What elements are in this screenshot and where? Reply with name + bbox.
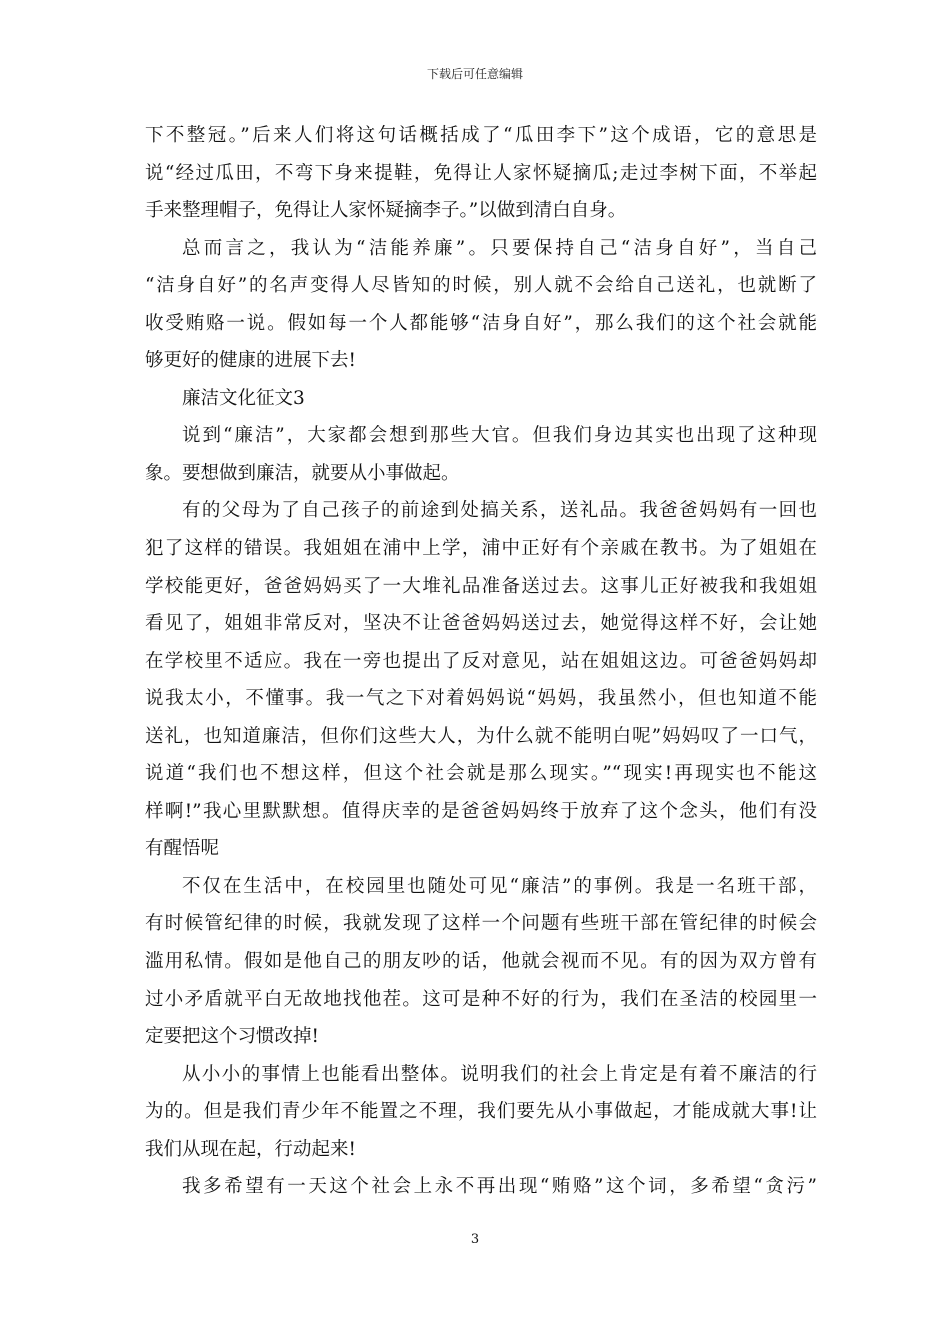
- text-line: 手来整理帽子，免得让人家怀疑摘李子。”以做到清白自身。: [145, 200, 627, 222]
- paragraph-first-line: 说到“廉洁”，大家都会想到那些大官。但我们身边其实也出现了这种现: [182, 425, 817, 447]
- page-header: 下载后可任意编辑: [426, 67, 523, 81]
- text-line: 看见了，姐姐非常反对，坚决不让爸爸妈妈送过去，她觉得这样不好，会让她: [145, 613, 817, 635]
- text-line: 有醒悟呢: [145, 838, 220, 860]
- text-line: 过小矛盾就平白无故地找他茬。这可是种不好的行为，我们在圣洁的校园里一: [145, 988, 817, 1010]
- paragraph-first-line: 总而言之，我认为“洁能养廉”。只要保持自己“洁身自好”，当自己: [182, 237, 817, 259]
- text-line: 学校能更好，爸爸妈妈买了一大堆礼品准备送过去。这事儿正好被我和我姐姐: [145, 575, 817, 597]
- page-number: 3: [470, 1232, 480, 1247]
- text-line: 犯了这样的错误。我姐姐在浦中上学，浦中正好有个亲戚在教书。为了姐姐在: [145, 538, 817, 560]
- text-line: 滥用私情。假如是他自己的朋友吵的话，他就会视而不见。有的因为双方曾有: [145, 951, 817, 973]
- paragraph-first-line: 我多希望有一天这个社会上永不再出现“贿赂”这个词，多希望“贪污”: [182, 1176, 817, 1198]
- text-line: 说“经过瓜田，不弯下身来提鞋，免得让人家怀疑摘瓜;走过李树下面，不举起: [145, 162, 817, 184]
- paragraph-first-line: 从小小的事情上也能看出整体。说明我们的社会上肯定是有着不廉洁的行: [182, 1063, 817, 1085]
- text-line: 有时候管纪律的时候，我就发现了这样一个问题有些班干部在管纪律的时候会: [145, 913, 817, 935]
- text-line: 收受贿赂一说。假如每一个人都能够“洁身自好”，那么我们的这个社会就能: [145, 312, 817, 334]
- paragraph-first-line: 有的父母为了自己孩子的前途到处搞关系，送礼品。我爸爸妈妈有一回也: [182, 500, 817, 522]
- section-title: 廉洁文化征文3: [182, 387, 305, 409]
- text-line: 说我太小，不懂事。我一气之下对着妈妈说“妈妈，我虽然小，但也知道不能: [145, 688, 817, 710]
- text-line: 说道“我们也不想这样，但这个社会就是那么现实。”“现实!再现实也不能这: [145, 763, 817, 785]
- text-line: 送礼，也知道廉洁，但你们这些大人，为什么就不能明白呢”妈妈叹了一口气，: [145, 725, 817, 747]
- text-line: “洁身自好”的名声变得人尽皆知的时候，别人就不会给自己送礼，也就断了: [145, 275, 817, 297]
- text-line: 为的。但是我们青少年不能置之不理，我们要先从小事做起，才能成就大事!让: [145, 1101, 817, 1123]
- paragraph-first-line: 不仅在生活中，在校园里也随处可见“廉洁”的事例。我是一名班干部，: [182, 875, 817, 897]
- text-line: 象。要想做到廉洁，就要从小事做起。: [145, 462, 460, 484]
- text-line: 下不整冠。”后来人们将这句话概括成了“瓜田李下”这个成语，它的意思是: [145, 125, 817, 146]
- text-line: 样啊!”我心里默默想。值得庆幸的是爸爸妈妈终于放弃了这个念头，他们有没: [145, 800, 817, 822]
- text-line: 在学校里不适应。我在一旁也提出了反对意见，站在姐姐这边。可爸爸妈妈却: [145, 650, 817, 672]
- text-line: 定要把这个习惯改掉!: [145, 1026, 319, 1048]
- text-line: 我们从现在起，行动起来!: [145, 1138, 356, 1160]
- document-body: [145, 117, 817, 1206]
- text-line: 够更好的健康的进展下去!: [145, 350, 356, 372]
